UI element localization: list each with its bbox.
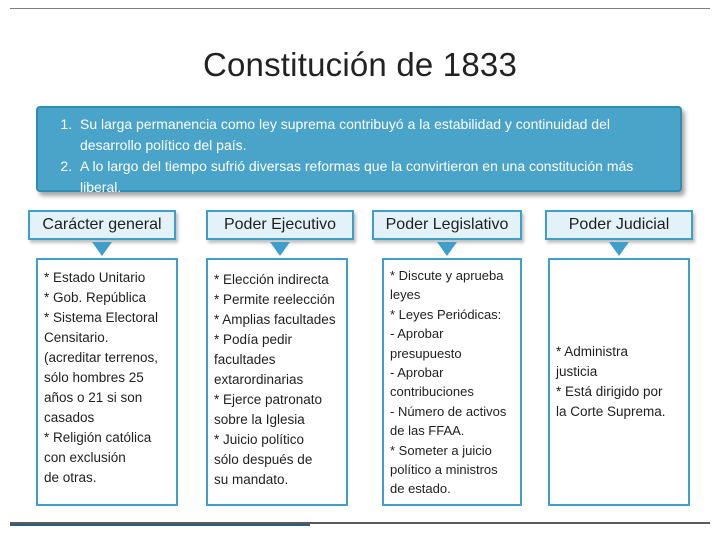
top-rule <box>10 8 710 9</box>
box-line: * Religión católica <box>44 430 152 445</box>
box-line: sobre la Iglesia <box>214 412 305 427</box>
box-line: - Aprobar <box>390 365 444 381</box>
header-poder-ejecutivo: Poder Ejecutivo <box>206 210 354 240</box>
box-poder-judicial <box>548 258 690 506</box>
box-line: * Estado Unitario <box>44 270 146 285</box>
box-poder-ejecutivo <box>206 258 348 506</box>
box-line: de otras. <box>44 470 97 485</box>
box-line: contribuciones <box>390 384 474 400</box>
header-poder-legislativo: Poder Legislativo <box>372 210 522 240</box>
box-line: * Ejerce patronato <box>214 392 323 407</box>
header-caracter-general: Carácter general <box>28 210 176 240</box>
box-line: presupuesto <box>390 345 462 361</box>
box-line: * Podía pedir <box>214 332 293 347</box>
box-line: sólo hombres 25 <box>44 370 144 385</box>
box-line: * Administra <box>556 344 629 359</box>
box-line: * Leyes Periódicas: <box>390 306 502 322</box>
bottom-accent-rule <box>10 524 310 526</box>
box-line: * Someter a juicio <box>390 442 492 458</box>
box-line: de estado. <box>390 481 451 497</box>
box-poder-legislativo <box>382 258 522 506</box>
box-line: la Corte Suprema. <box>556 404 666 419</box>
box-line: facultades <box>214 352 276 367</box>
intro-box <box>36 106 682 195</box>
box-line: leyes <box>390 287 421 303</box>
box-line: * Está dirigido por <box>556 384 663 399</box>
box-line: - Aprobar <box>390 326 444 342</box>
box-line: * Discute y aprueba <box>390 268 504 283</box>
arrow-down-icon <box>92 242 112 256</box>
header-poder-judicial: Poder Judicial <box>545 210 693 240</box>
box-line: con exclusión <box>44 450 126 465</box>
box-line: * Juicio político <box>214 432 305 447</box>
box-line: su mandato. <box>214 472 289 487</box>
arrow-down-icon <box>270 242 290 256</box>
box-line: justicia <box>556 364 598 379</box>
arrow-down-icon <box>437 242 457 256</box>
box-line: sólo después de <box>214 452 313 467</box>
intro-list <box>46 114 670 198</box>
box-caracter-general <box>36 258 178 506</box>
box-line: - Número de activos <box>390 403 507 419</box>
box-line: * Sistema Electoral <box>44 310 159 325</box>
box-line: extarordinarias <box>214 372 304 387</box>
box-line: * Gob. República <box>44 290 147 305</box>
intro-item: 2. A lo largo del tiempo sufrió diversas reformas que la convirtieron en una constitución más liberal. <box>76 156 670 198</box>
box-line: años o 21 si son <box>44 390 143 405</box>
page-title: Constitución de 1833 <box>202 46 518 83</box>
box-line: casados <box>44 410 95 425</box>
box-line: * Elección indirecta <box>214 272 329 287</box>
arrow-down-icon <box>609 242 629 256</box>
box-line: * Permite reelección <box>214 292 335 307</box>
box-line: (acreditar terrenos, <box>44 350 159 365</box>
box-line: político a ministros <box>390 462 498 478</box>
box-line: de las FFAA. <box>390 423 465 439</box>
box-line: Censitario. <box>44 330 109 345</box>
box-line: * Amplias facultades <box>214 312 336 327</box>
intro-item: 1. Su larga permanencia como ley suprema contribuyó a la estabilidad y continuidad del desarrollo político del país. <box>76 114 670 156</box>
